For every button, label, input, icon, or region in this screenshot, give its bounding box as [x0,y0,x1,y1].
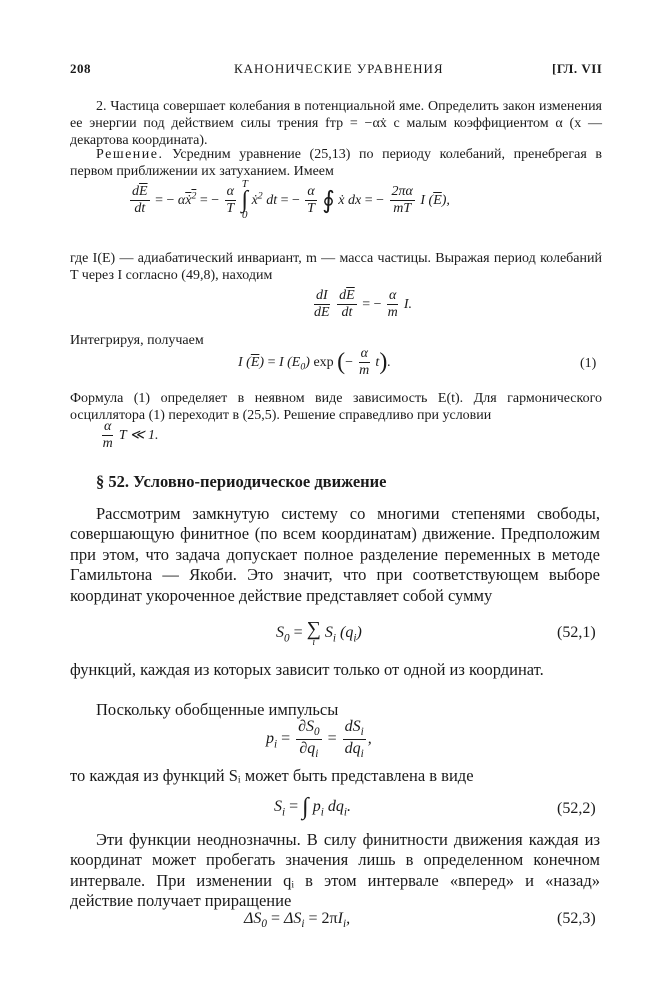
equation-number-52-1: (52,1) [557,624,596,641]
equation-52-1: $S_0$ = ∑ i $S_i$ $(q_i)$ [276,618,362,648]
solution-text: Усредним уравнение (25,13) по периоду колебаний, пренебрегая в первом приближении их затуханием. Имеем [70,147,603,179]
section-paragraph-2: функций, каждая из которых зависит только от одной из координат. [70,660,544,679]
section-paragraph-5: Эти функции неоднозначны. В силу финитности движения каждая из координат может пробегать значения лишь в определенном конечном интервале. При изменении qᵢ в этом интервале «вперед» и «назад» действие получает приращение [70,830,600,911]
equation-invariant-solution: I $(\overline{E}) = I$ $(E_0)$ exp (− $\frac{\alpha}{m}$ t). [238,346,391,379]
after-equation-text: где I(E) — адиабатический инвариант, m — масса частицы. Выражая период колебаний T через I согласно (49,8), находим [70,251,602,283]
equation-52-3: $\Delta S_0 = \Delta S_i = 2\pi I_i$, [244,910,351,931]
equation-number-52-2: (52,2) [557,800,596,817]
solution-label: Решение. [96,147,164,162]
section-paragraph-3: Поскольку обобщенные импульсы [96,700,339,719]
equation-number-52-3: (52,3) [557,910,596,927]
equation-52-2: $S_i$ = ∫ $p_i$ $dq_i$. [274,794,351,820]
chapter-label: [ГЛ. VII [552,61,603,76]
equation-invariant-derivative: $\frac{dI}{d\overline{E}}$ $\frac{d\overline{E}}{dt}$ = − $\frac{\alpha}{m}$ I. [314,288,413,321]
section-heading: § 52. Условно-периодическое движение [96,472,387,491]
section-paragraph-4: то каждая из функций Sᵢ может быть представлена в виде [70,766,474,785]
equation-number-1: (1) [580,356,597,371]
solution-paragraph [70,146,602,180]
validity-condition: $\frac{\alpha}{m}$ T ≪ 1. [102,419,159,452]
problem-statement: 2. Частица совершает колебания в потенциальной яме. Определить закон изменения ее энергии под действием силы трения fтр = −αẋ с малым коэффициентом α (x — декартова координата). [70,99,602,148]
equation-momenta: $p_i$ = $\frac{\partial S_0}{\partial q_i}$ = $\frac{dS_i}{dq_i}$ , [266,718,372,761]
running-title: КАНОНИЧЕСКИЕ УРАВНЕНИЯ [234,61,444,76]
page-number: 208 [70,61,91,76]
conclusion-text: Формула (1) определяет в неявном виде зависимость E(t). Для гармонического осциллятора (1) переходит в (25,5). Решение справедливо при условии [70,391,602,423]
equation-energy-decay: $\frac{d\overline{E}}{dt}$ = − αẋ$^2$ = − $\frac{\alpha}{T}$ T ∫ 0 ẋ$^2$ dt = − $\frac{\alpha}{T}$ ∮ ẋ dx = − $\frac{2\pi\alpha}{mT}$ I $(\overline{E})$, [132,178,450,222]
section-paragraph-1: Рассмотрим замкнутую систему со многими степенями свободы, совершающую финитное (по всем координатам) движение. Предположим при этом, что задача допускает полное разделение переменных в методе Гамильтона — Якоби. Это значит, что при соответствующем выборе координат укороченное действие представляет собой сумму [70,504,600,605]
integrating-text: Интегрируя, получаем [70,333,204,348]
